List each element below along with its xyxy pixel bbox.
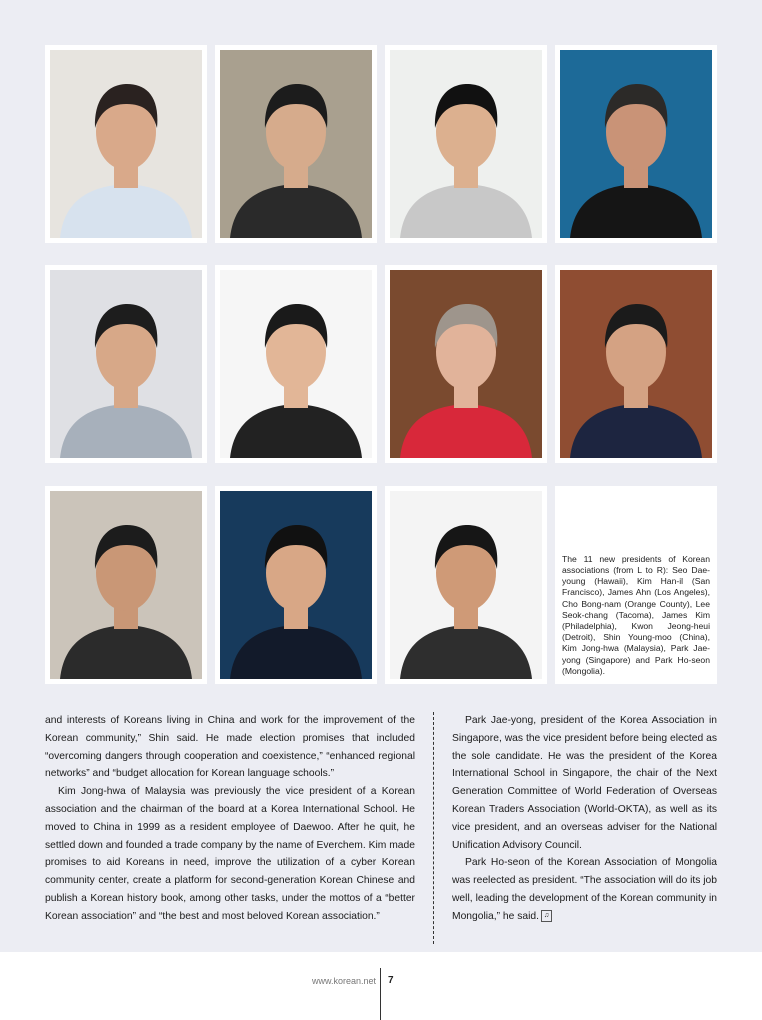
footer — [0, 952, 762, 1020]
article-column-left — [45, 712, 415, 926]
photo-seo-dae-young — [45, 45, 207, 243]
page-number: 7 — [388, 975, 394, 986]
paragraph-final — [452, 854, 717, 925]
portrait-photo — [560, 270, 712, 458]
photo-shin-young-moo — [555, 265, 717, 463]
portrait-photo — [390, 50, 542, 238]
paragraph: and interests of Koreans living in China and work for the improvement of the Korean community,” Shin said. He made election promises that included “overcoming dangers through cooperation and coexistence,” “enhanced regional networks” and “budget allocation for Korean language schools.” — [45, 715, 415, 780]
portrait-photo — [220, 270, 372, 458]
article-column-right — [452, 712, 717, 926]
portrait-photo — [390, 270, 542, 458]
photo-park-ho-seon — [385, 486, 547, 684]
portrait-photo — [390, 491, 542, 679]
footer-url[interactable]: www.korean.net — [311, 976, 376, 986]
column-divider — [433, 712, 434, 944]
photo-james-kim — [215, 265, 377, 463]
portrait-photo — [50, 270, 202, 458]
paragraph-text: Park Ho-seon of the Korean Association of Mongolia was reelected as president. “The association will do its job well, leading the development of the Korean community in Mongolia,” he said. — [452, 857, 717, 922]
footer-divider — [380, 968, 381, 1020]
photo-kim-han-il — [215, 45, 377, 243]
paragraph: Kim Jong-hwa of Malaysia was previously the vice president of a Korean association and the chairman of the board at a Korea International School. He moved to China in 1999 as a resident employee of Daewoo. After he quit, he settled down and founded a trade company by the name of Everchem. Kim made promises to aid Koreans in need, improve the utilization of a cyber Korean community center, create a platform for second-generation Korean Chinese and publish a Korean history book, among other tasks, under the mottos of a “better Korean association” and “the best and most beloved Korean association.” — [45, 786, 415, 922]
portrait-photo — [50, 491, 202, 679]
photo-james-ahn — [385, 45, 547, 243]
photo-caption: The 11 new presidents of Korean associations (from L to R): Seo Dae-young (Hawaii), Kim Han-il (San Francisco), James Ahn (Los Angeles), Cho Bong-nam (Orange County), Lee Seok-chang (Tacoma), James Kim (Philadelphia), Kwon Jeong-heui (Detroit), Shin Young-moo (China), Kim Jong-hwa (Malaysia), Park Jae-yong (Singapore) and Park Ho-seon (Mongolia). — [562, 553, 710, 676]
photo-lee-seok-chang — [45, 265, 207, 463]
paragraph: Park Jae-yong, president of the Korea Association in Singapore, was the vice president before being elected as the sole candidate. He was the president of the Korea International School in Singapore, the chair of the Next Generation Committee of World Federation of Overseas Korean Traders Association (World-OKTA), as well as its vice president, and an overseas adviser for the National Unification Advisory Council. — [452, 715, 717, 851]
portrait-photo — [220, 491, 372, 679]
caption-box — [555, 486, 717, 684]
portrait-photo — [560, 50, 712, 238]
end-mark-icon: ♫ — [541, 910, 552, 922]
photo-kim-jong-hwa — [45, 486, 207, 684]
portrait-photo — [220, 50, 372, 238]
portrait-photo — [50, 50, 202, 238]
photo-kwon-jeong-heui — [385, 265, 547, 463]
photo-cho-bong-nam — [555, 45, 717, 243]
photo-park-jae-yong — [215, 486, 377, 684]
